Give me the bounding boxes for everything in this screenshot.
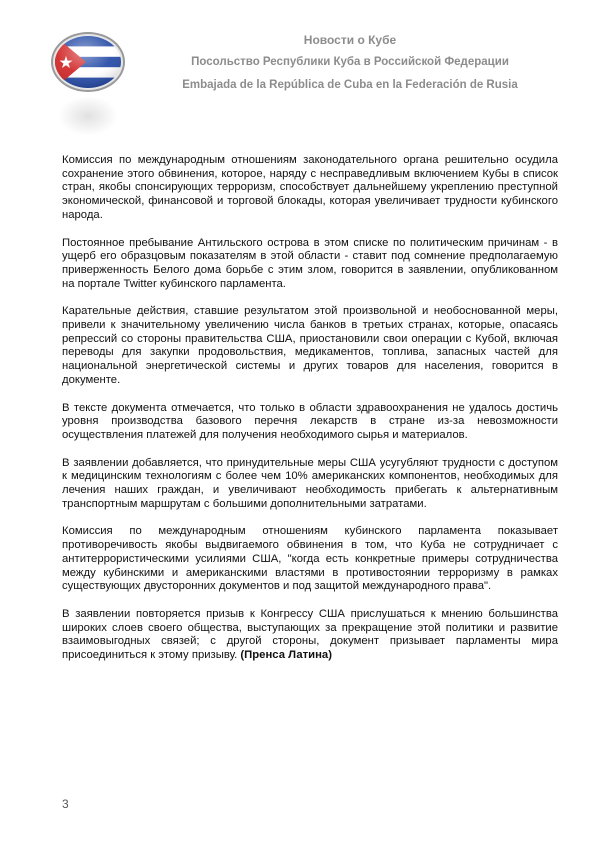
paragraph: Постоянное пребывание Антильского острова в этом списке по политическим причинам - в ущерб его образцовым показателям в этой области - ставит под сомнение предполагаемую приверженность Белого дома борьбе с этим злом, говорится в заявлении, опубликованном на портале Twitter кубинского парламента. xyxy=(62,236,558,290)
article-body xyxy=(62,154,558,663)
newsletter-title: Новости о Кубе xyxy=(303,33,397,47)
paragraph: Комиссия по международным отношениям кубинского парламента показывает противоречивость якобы выдвигаемого обвинения в том, что Куба не сотрудничает с антитеррористическими усилиями США, "когда есть конкретные примеры сотрудничества между кубинскими и американскими властями в противостоянии терроризму в рамках существующих двусторонних документов и под защитой международного права". xyxy=(62,525,558,593)
paragraph: Карательные действия, ставшие результатом этой произвольной и необоснованной меры, привели к значительному увеличению числа банков в третьих странах, которые, опасаясь репрессий со стороны правительства США, приостановили свои операции с Кубой, включая переводы для закупки продовольствия, медикаментов, топлива, запасных частей для национальной энергетической системы и других товаров для населения, говорится в документе. xyxy=(62,305,558,386)
paragraph: В заявлении добавляется, что принудительные меры США усугубляют трудности с доступом к медицинским технологиям с более чем 10% американских компонентов, необходимых для лечения наших граждан, и увеличивают необходимость прибегать к альтернативным транспортным маршрутам с большими дополнительными затратами. xyxy=(62,456,558,510)
embassy-name-ru: Посольство Республики Куба в Российской Федерации xyxy=(191,56,509,68)
logo-reflection xyxy=(58,96,118,136)
paragraph-final xyxy=(62,608,558,663)
page-number: 3 xyxy=(62,797,69,811)
embassy-name-es: Embajada de la República de Cuba en la Federación de Rusia xyxy=(182,79,518,91)
paragraph: Комиссия по международным отношениям законодательного органа решительно осудила сохранение этого обвинения, которое, наряду с несправедливым включением Кубы в список стран, якобы спонсирующих терроризм, способствует дальнейшему укреплению преступной экономической, финансовой и торговой блокады, которая увеличивает трудности кубинского народа. xyxy=(62,154,558,221)
paragraph: В тексте документа отмечается, что только в области здравоохранения не удалось достичь уровня производства базового перечня лекарств в стране из-за невозможности осуществления платежей для получения необходимого сырья и материалов. xyxy=(62,401,558,441)
source-credit: (Пренса Латина) xyxy=(240,649,332,662)
paragraph-text: В заявлении повторяется призыв к Конгрессу США прислушаться к мнению большинства широких слоев своего общества, выступающих за прекращение этой политики и развитие взаимовыгодных связей; с другой стороны, документ призывает парламенты мира присоединиться к этому призыву. xyxy=(62,607,558,662)
cuba-flag-logo xyxy=(50,30,126,94)
